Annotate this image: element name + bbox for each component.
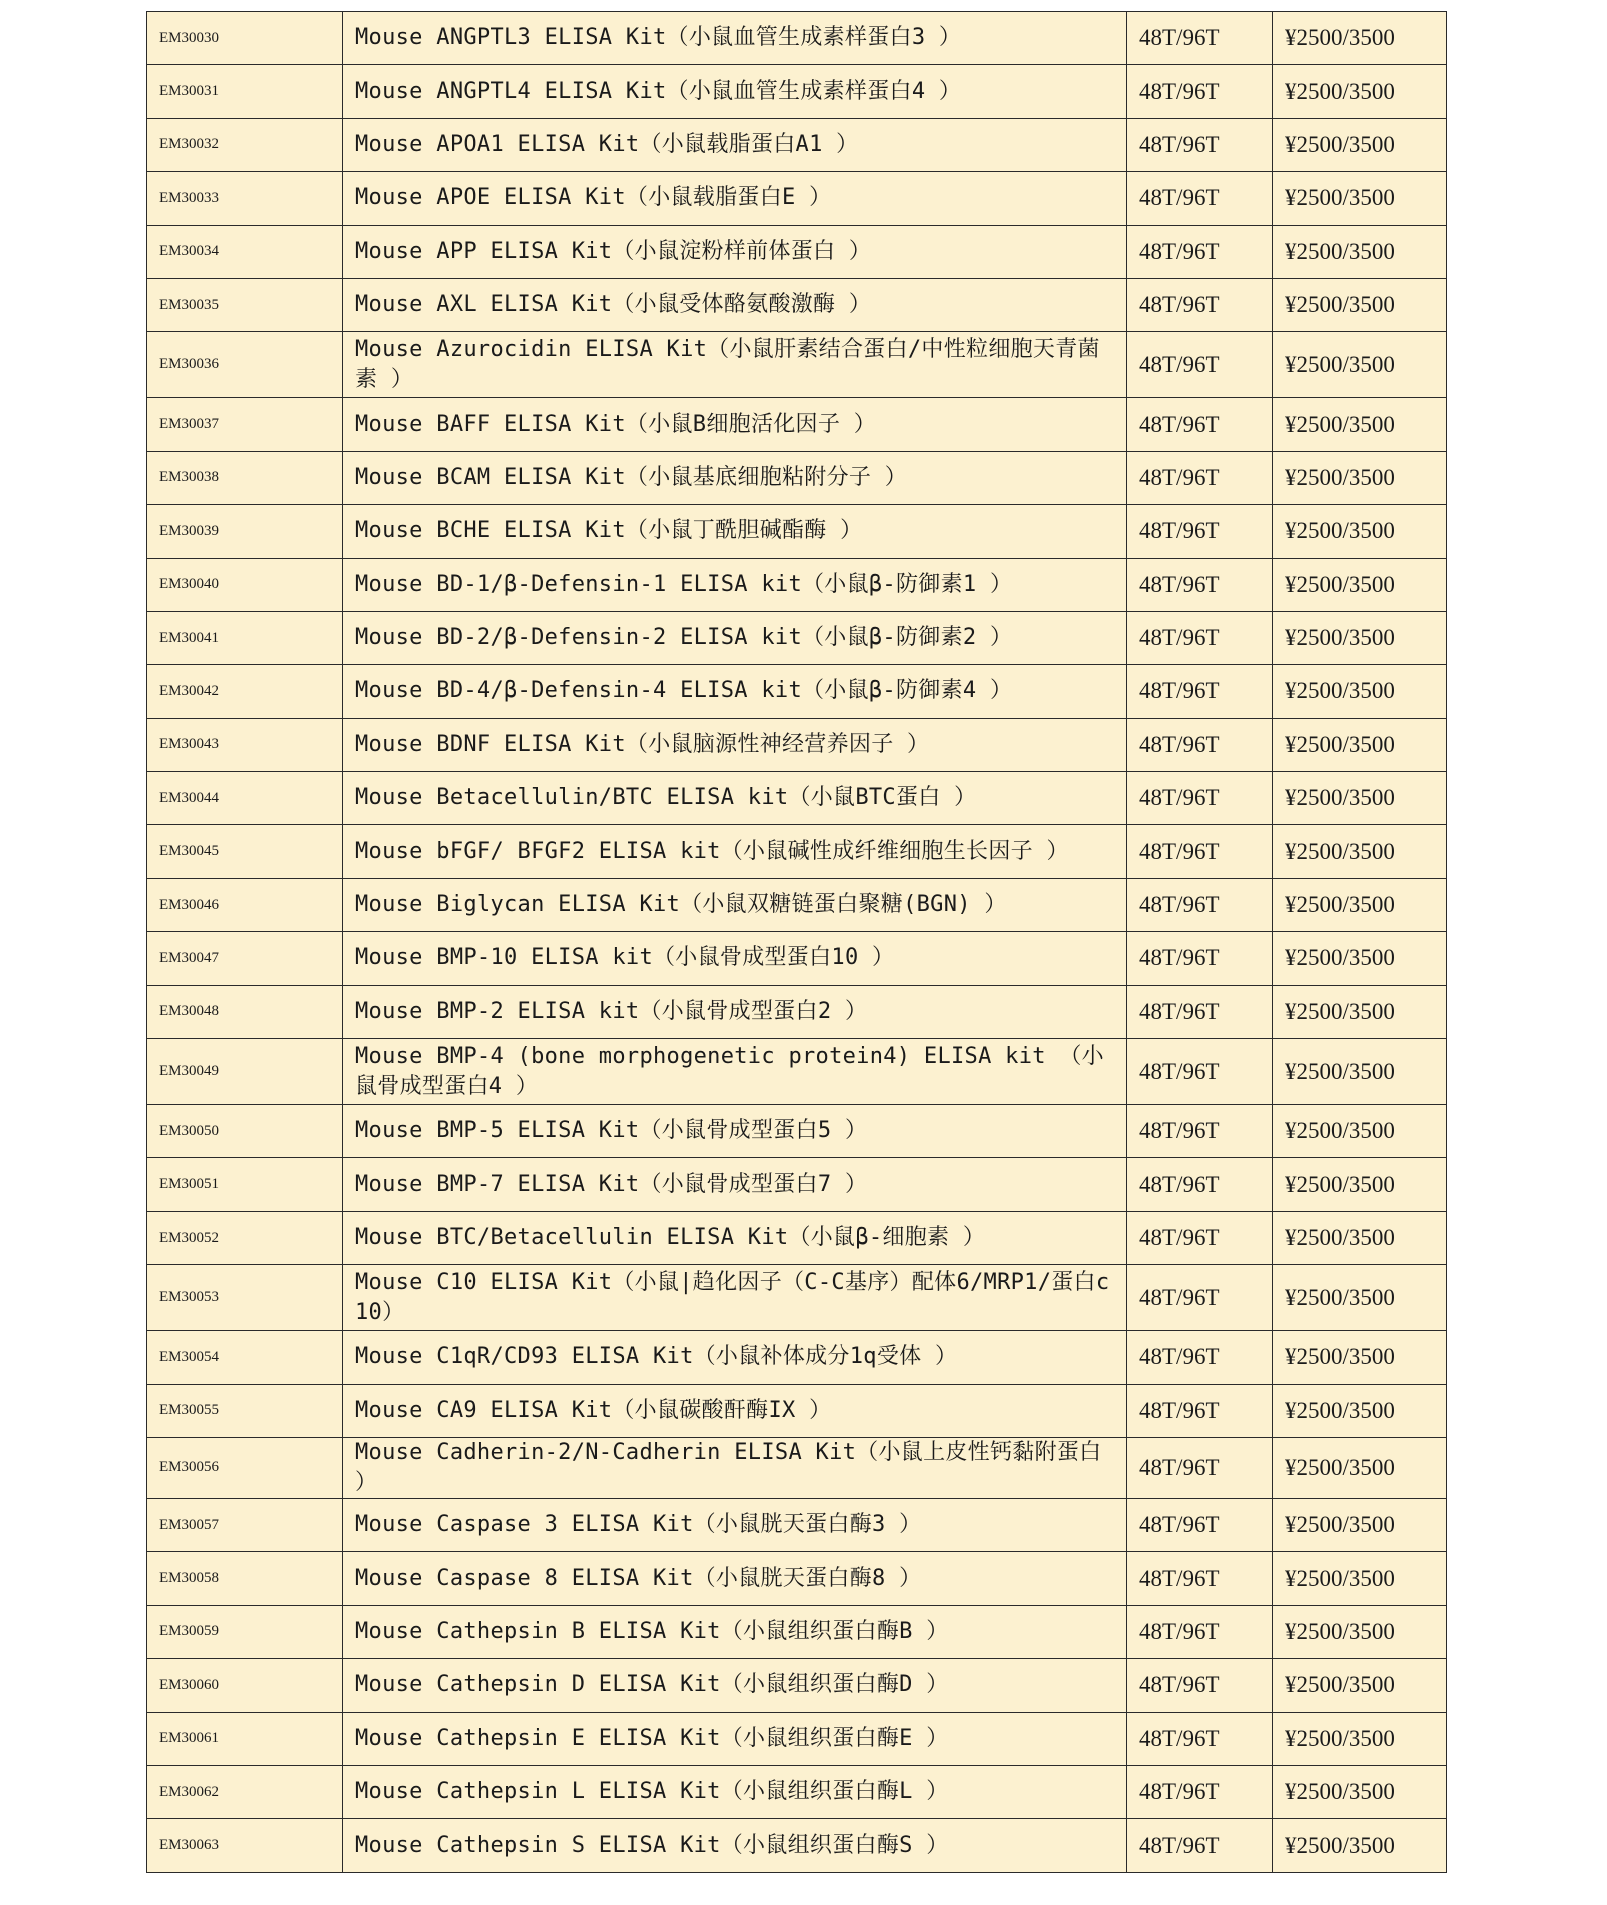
product-price-cell: ¥2500/3500 bbox=[1273, 611, 1447, 664]
table-row bbox=[147, 332, 1447, 398]
product-spec-cell: 48T/96T bbox=[1127, 665, 1273, 718]
product-code-cell: EM30061 bbox=[147, 1712, 343, 1765]
product-price-cell: ¥2500/3500 bbox=[1273, 878, 1447, 931]
table-row bbox=[147, 1552, 1447, 1605]
table-row bbox=[147, 1498, 1447, 1551]
product-price-cell: ¥2500/3500 bbox=[1273, 398, 1447, 451]
product-price-cell: ¥2500/3500 bbox=[1273, 1211, 1447, 1264]
product-spec-cell: 48T/96T bbox=[1127, 12, 1273, 65]
product-name-cell: Mouse C10 ELISA Kit（小鼠|趋化因子（C-C基序）配体6/MRP1/蛋白c10） bbox=[343, 1265, 1127, 1331]
product-name-cell: Mouse Betacellulin/BTC ELISA kit（小鼠BTC蛋白 ） bbox=[343, 772, 1127, 825]
product-name-cell: Mouse BAFF ELISA Kit（小鼠B细胞活化因子 ） bbox=[343, 398, 1127, 451]
product-code-cell: EM30047 bbox=[147, 932, 343, 985]
product-name-cell: Mouse AXL ELISA Kit（小鼠受体酪氨酸激酶 ） bbox=[343, 278, 1127, 331]
table-row bbox=[147, 718, 1447, 771]
product-name-cell: Mouse Cathepsin E ELISA Kit（小鼠组织蛋白酶E ） bbox=[343, 1712, 1127, 1765]
product-price-cell: ¥2500/3500 bbox=[1273, 665, 1447, 718]
product-name-cell: Mouse ANGPTL3 ELISA Kit（小鼠血管生成素样蛋白3 ） bbox=[343, 12, 1127, 65]
product-price-cell: ¥2500/3500 bbox=[1273, 1265, 1447, 1331]
product-code-cell: EM30054 bbox=[147, 1331, 343, 1384]
table-row bbox=[147, 932, 1447, 985]
product-code-cell: EM30053 bbox=[147, 1265, 343, 1331]
product-name-cell: Mouse APOE ELISA Kit（小鼠载脂蛋白E ） bbox=[343, 172, 1127, 225]
product-name-cell: Mouse BD-1/β-Defensin-1 ELISA kit（小鼠β-防御素1 ） bbox=[343, 558, 1127, 611]
table-row bbox=[147, 611, 1447, 664]
catalog-sheet bbox=[146, 11, 1446, 1873]
product-spec-cell: 48T/96T bbox=[1127, 1712, 1273, 1765]
product-name-cell: Mouse Biglycan ELISA Kit（小鼠双糖链蛋白聚糖(BGN) ） bbox=[343, 878, 1127, 931]
product-spec-cell: 48T/96T bbox=[1127, 1384, 1273, 1437]
product-name-cell: Mouse BMP-7 ELISA Kit（小鼠骨成型蛋白7 ） bbox=[343, 1158, 1127, 1211]
product-code-cell: EM30052 bbox=[147, 1211, 343, 1264]
product-code-cell: EM30050 bbox=[147, 1105, 343, 1158]
table-row bbox=[147, 1765, 1447, 1818]
table-row bbox=[147, 1712, 1447, 1765]
product-name-cell: Mouse Cathepsin S ELISA Kit（小鼠组织蛋白酶S ） bbox=[343, 1819, 1127, 1872]
table-row bbox=[147, 558, 1447, 611]
product-price-cell: ¥2500/3500 bbox=[1273, 932, 1447, 985]
product-name-cell: Mouse BMP-4 (bone morphogenetic protein4) ELISA kit （小鼠骨成型蛋白4 ） bbox=[343, 1039, 1127, 1105]
product-code-cell: EM30055 bbox=[147, 1384, 343, 1437]
table-row bbox=[147, 1659, 1447, 1712]
product-price-cell: ¥2500/3500 bbox=[1273, 558, 1447, 611]
product-name-cell: Mouse CA9 ELISA Kit（小鼠碳酸酐酶IX ） bbox=[343, 1384, 1127, 1437]
product-name-cell: Mouse ANGPTL4 ELISA Kit（小鼠血管生成素样蛋白4 ） bbox=[343, 65, 1127, 118]
product-spec-cell: 48T/96T bbox=[1127, 278, 1273, 331]
product-code-cell: EM30039 bbox=[147, 505, 343, 558]
product-code-cell: EM30060 bbox=[147, 1659, 343, 1712]
product-spec-cell: 48T/96T bbox=[1127, 1158, 1273, 1211]
product-code-cell: EM30035 bbox=[147, 278, 343, 331]
product-spec-cell: 48T/96T bbox=[1127, 1437, 1273, 1498]
product-name-cell: Mouse BMP-2 ELISA kit（小鼠骨成型蛋白2 ） bbox=[343, 985, 1127, 1038]
product-table-body bbox=[147, 12, 1447, 1873]
product-spec-cell: 48T/96T bbox=[1127, 558, 1273, 611]
product-code-cell: EM30030 bbox=[147, 12, 343, 65]
table-row bbox=[147, 118, 1447, 171]
product-name-cell: Mouse BMP-10 ELISA kit（小鼠骨成型蛋白10 ） bbox=[343, 932, 1127, 985]
product-price-cell: ¥2500/3500 bbox=[1273, 118, 1447, 171]
product-name-cell: Mouse Cathepsin D ELISA Kit（小鼠组织蛋白酶D ） bbox=[343, 1659, 1127, 1712]
product-code-cell: EM30048 bbox=[147, 985, 343, 1038]
product-spec-cell: 48T/96T bbox=[1127, 1765, 1273, 1818]
product-code-cell: EM30046 bbox=[147, 878, 343, 931]
product-code-cell: EM30056 bbox=[147, 1437, 343, 1498]
table-row bbox=[147, 772, 1447, 825]
product-code-cell: EM30043 bbox=[147, 718, 343, 771]
product-code-cell: EM30033 bbox=[147, 172, 343, 225]
table-row bbox=[147, 825, 1447, 878]
product-price-cell: ¥2500/3500 bbox=[1273, 1765, 1447, 1818]
product-price-cell: ¥2500/3500 bbox=[1273, 278, 1447, 331]
product-name-cell: Mouse BCAM ELISA Kit（小鼠基底细胞粘附分子 ） bbox=[343, 451, 1127, 504]
product-code-cell: EM30032 bbox=[147, 118, 343, 171]
product-name-cell: Mouse BD-2/β-Defensin-2 ELISA kit（小鼠β-防御素2 ） bbox=[343, 611, 1127, 664]
table-row bbox=[147, 1437, 1447, 1498]
product-name-cell: Mouse BDNF ELISA Kit（小鼠脑源性神经营养因子 ） bbox=[343, 718, 1127, 771]
table-row bbox=[147, 1819, 1447, 1872]
product-code-cell: EM30045 bbox=[147, 825, 343, 878]
product-code-cell: EM30062 bbox=[147, 1765, 343, 1818]
product-price-cell: ¥2500/3500 bbox=[1273, 451, 1447, 504]
product-code-cell: EM30041 bbox=[147, 611, 343, 664]
product-spec-cell: 48T/96T bbox=[1127, 1039, 1273, 1105]
product-name-cell: Mouse Azurocidin ELISA Kit（小鼠肝素结合蛋白/中性粒细胞天青菌素 ） bbox=[343, 332, 1127, 398]
product-code-cell: EM30057 bbox=[147, 1498, 343, 1551]
product-code-cell: EM30059 bbox=[147, 1605, 343, 1658]
product-price-cell: ¥2500/3500 bbox=[1273, 172, 1447, 225]
product-name-cell: Mouse APP ELISA Kit（小鼠淀粉样前体蛋白 ） bbox=[343, 225, 1127, 278]
product-price-cell: ¥2500/3500 bbox=[1273, 1331, 1447, 1384]
table-row bbox=[147, 451, 1447, 504]
product-name-cell: Mouse BMP-5 ELISA Kit（小鼠骨成型蛋白5 ） bbox=[343, 1105, 1127, 1158]
product-spec-cell: 48T/96T bbox=[1127, 1265, 1273, 1331]
product-name-cell: Mouse Cathepsin B ELISA Kit（小鼠组织蛋白酶B ） bbox=[343, 1605, 1127, 1658]
table-row bbox=[147, 1158, 1447, 1211]
product-spec-cell: 48T/96T bbox=[1127, 718, 1273, 771]
product-name-cell: Mouse Caspase 8 ELISA Kit（小鼠胱天蛋白酶8 ） bbox=[343, 1552, 1127, 1605]
product-spec-cell: 48T/96T bbox=[1127, 332, 1273, 398]
table-row bbox=[147, 278, 1447, 331]
product-spec-cell: 48T/96T bbox=[1127, 1659, 1273, 1712]
product-code-cell: EM30031 bbox=[147, 65, 343, 118]
product-spec-cell: 48T/96T bbox=[1127, 1211, 1273, 1264]
table-row bbox=[147, 1039, 1447, 1105]
table-row bbox=[147, 1211, 1447, 1264]
table-row bbox=[147, 398, 1447, 451]
product-spec-cell: 48T/96T bbox=[1127, 225, 1273, 278]
product-price-cell: ¥2500/3500 bbox=[1273, 1552, 1447, 1605]
product-spec-cell: 48T/96T bbox=[1127, 932, 1273, 985]
product-price-cell: ¥2500/3500 bbox=[1273, 1659, 1447, 1712]
product-code-cell: EM30040 bbox=[147, 558, 343, 611]
product-spec-cell: 48T/96T bbox=[1127, 118, 1273, 171]
product-table bbox=[146, 11, 1447, 1873]
product-spec-cell: 48T/96T bbox=[1127, 985, 1273, 1038]
product-spec-cell: 48T/96T bbox=[1127, 611, 1273, 664]
table-row bbox=[147, 1331, 1447, 1384]
product-spec-cell: 48T/96T bbox=[1127, 1552, 1273, 1605]
product-name-cell: Mouse Cathepsin L ELISA Kit（小鼠组织蛋白酶L ） bbox=[343, 1765, 1127, 1818]
product-code-cell: EM30058 bbox=[147, 1552, 343, 1605]
product-price-cell: ¥2500/3500 bbox=[1273, 1605, 1447, 1658]
product-price-cell: ¥2500/3500 bbox=[1273, 1039, 1447, 1105]
product-spec-cell: 48T/96T bbox=[1127, 825, 1273, 878]
product-spec-cell: 48T/96T bbox=[1127, 1605, 1273, 1658]
product-name-cell: Mouse APOA1 ELISA Kit（小鼠载脂蛋白A1 ） bbox=[343, 118, 1127, 171]
product-spec-cell: 48T/96T bbox=[1127, 505, 1273, 558]
product-name-cell: Mouse Caspase 3 ELISA Kit（小鼠胱天蛋白酶3 ） bbox=[343, 1498, 1127, 1551]
product-price-cell: ¥2500/3500 bbox=[1273, 12, 1447, 65]
product-spec-cell: 48T/96T bbox=[1127, 1819, 1273, 1872]
product-price-cell: ¥2500/3500 bbox=[1273, 1712, 1447, 1765]
table-row bbox=[147, 665, 1447, 718]
product-price-cell: ¥2500/3500 bbox=[1273, 985, 1447, 1038]
product-price-cell: ¥2500/3500 bbox=[1273, 225, 1447, 278]
product-name-cell: Mouse bFGF/ BFGF2 ELISA kit（小鼠碱性成纤维细胞生长因子 ） bbox=[343, 825, 1127, 878]
product-code-cell: EM30036 bbox=[147, 332, 343, 398]
product-spec-cell: 48T/96T bbox=[1127, 398, 1273, 451]
table-row bbox=[147, 1265, 1447, 1331]
product-price-cell: ¥2500/3500 bbox=[1273, 772, 1447, 825]
product-spec-cell: 48T/96T bbox=[1127, 451, 1273, 504]
product-code-cell: EM30044 bbox=[147, 772, 343, 825]
product-code-cell: EM30037 bbox=[147, 398, 343, 451]
product-price-cell: ¥2500/3500 bbox=[1273, 505, 1447, 558]
table-row bbox=[147, 878, 1447, 931]
product-price-cell: ¥2500/3500 bbox=[1273, 65, 1447, 118]
product-name-cell: Mouse C1qR/CD93 ELISA Kit（小鼠补体成分1q受体 ） bbox=[343, 1331, 1127, 1384]
table-row bbox=[147, 225, 1447, 278]
product-price-cell: ¥2500/3500 bbox=[1273, 332, 1447, 398]
product-price-cell: ¥2500/3500 bbox=[1273, 825, 1447, 878]
product-spec-cell: 48T/96T bbox=[1127, 878, 1273, 931]
product-price-cell: ¥2500/3500 bbox=[1273, 1437, 1447, 1498]
table-row bbox=[147, 172, 1447, 225]
product-spec-cell: 48T/96T bbox=[1127, 172, 1273, 225]
product-spec-cell: 48T/96T bbox=[1127, 772, 1273, 825]
product-code-cell: EM30034 bbox=[147, 225, 343, 278]
product-name-cell: Mouse BTC/Betacellulin ELISA Kit（小鼠β-细胞素 ） bbox=[343, 1211, 1127, 1264]
product-price-cell: ¥2500/3500 bbox=[1273, 1384, 1447, 1437]
product-price-cell: ¥2500/3500 bbox=[1273, 718, 1447, 771]
table-row bbox=[147, 1105, 1447, 1158]
product-spec-cell: 48T/96T bbox=[1127, 1498, 1273, 1551]
table-row bbox=[147, 1605, 1447, 1658]
product-spec-cell: 48T/96T bbox=[1127, 1331, 1273, 1384]
product-code-cell: EM30042 bbox=[147, 665, 343, 718]
product-code-cell: EM30049 bbox=[147, 1039, 343, 1105]
table-row bbox=[147, 1384, 1447, 1437]
product-spec-cell: 48T/96T bbox=[1127, 1105, 1273, 1158]
product-name-cell: Mouse BD-4/β-Defensin-4 ELISA kit（小鼠β-防御素4 ） bbox=[343, 665, 1127, 718]
product-price-cell: ¥2500/3500 bbox=[1273, 1819, 1447, 1872]
product-price-cell: ¥2500/3500 bbox=[1273, 1498, 1447, 1551]
product-price-cell: ¥2500/3500 bbox=[1273, 1158, 1447, 1211]
table-row bbox=[147, 505, 1447, 558]
product-name-cell: Mouse BCHE ELISA Kit（小鼠丁酰胆碱酯酶 ） bbox=[343, 505, 1127, 558]
table-row bbox=[147, 65, 1447, 118]
product-price-cell: ¥2500/3500 bbox=[1273, 1105, 1447, 1158]
product-code-cell: EM30051 bbox=[147, 1158, 343, 1211]
table-row bbox=[147, 985, 1447, 1038]
product-name-cell: Mouse Cadherin-2/N-Cadherin ELISA Kit（小鼠上皮性钙黏附蛋白 ） bbox=[343, 1437, 1127, 1498]
product-code-cell: EM30063 bbox=[147, 1819, 343, 1872]
product-code-cell: EM30038 bbox=[147, 451, 343, 504]
product-spec-cell: 48T/96T bbox=[1127, 65, 1273, 118]
table-row bbox=[147, 12, 1447, 65]
